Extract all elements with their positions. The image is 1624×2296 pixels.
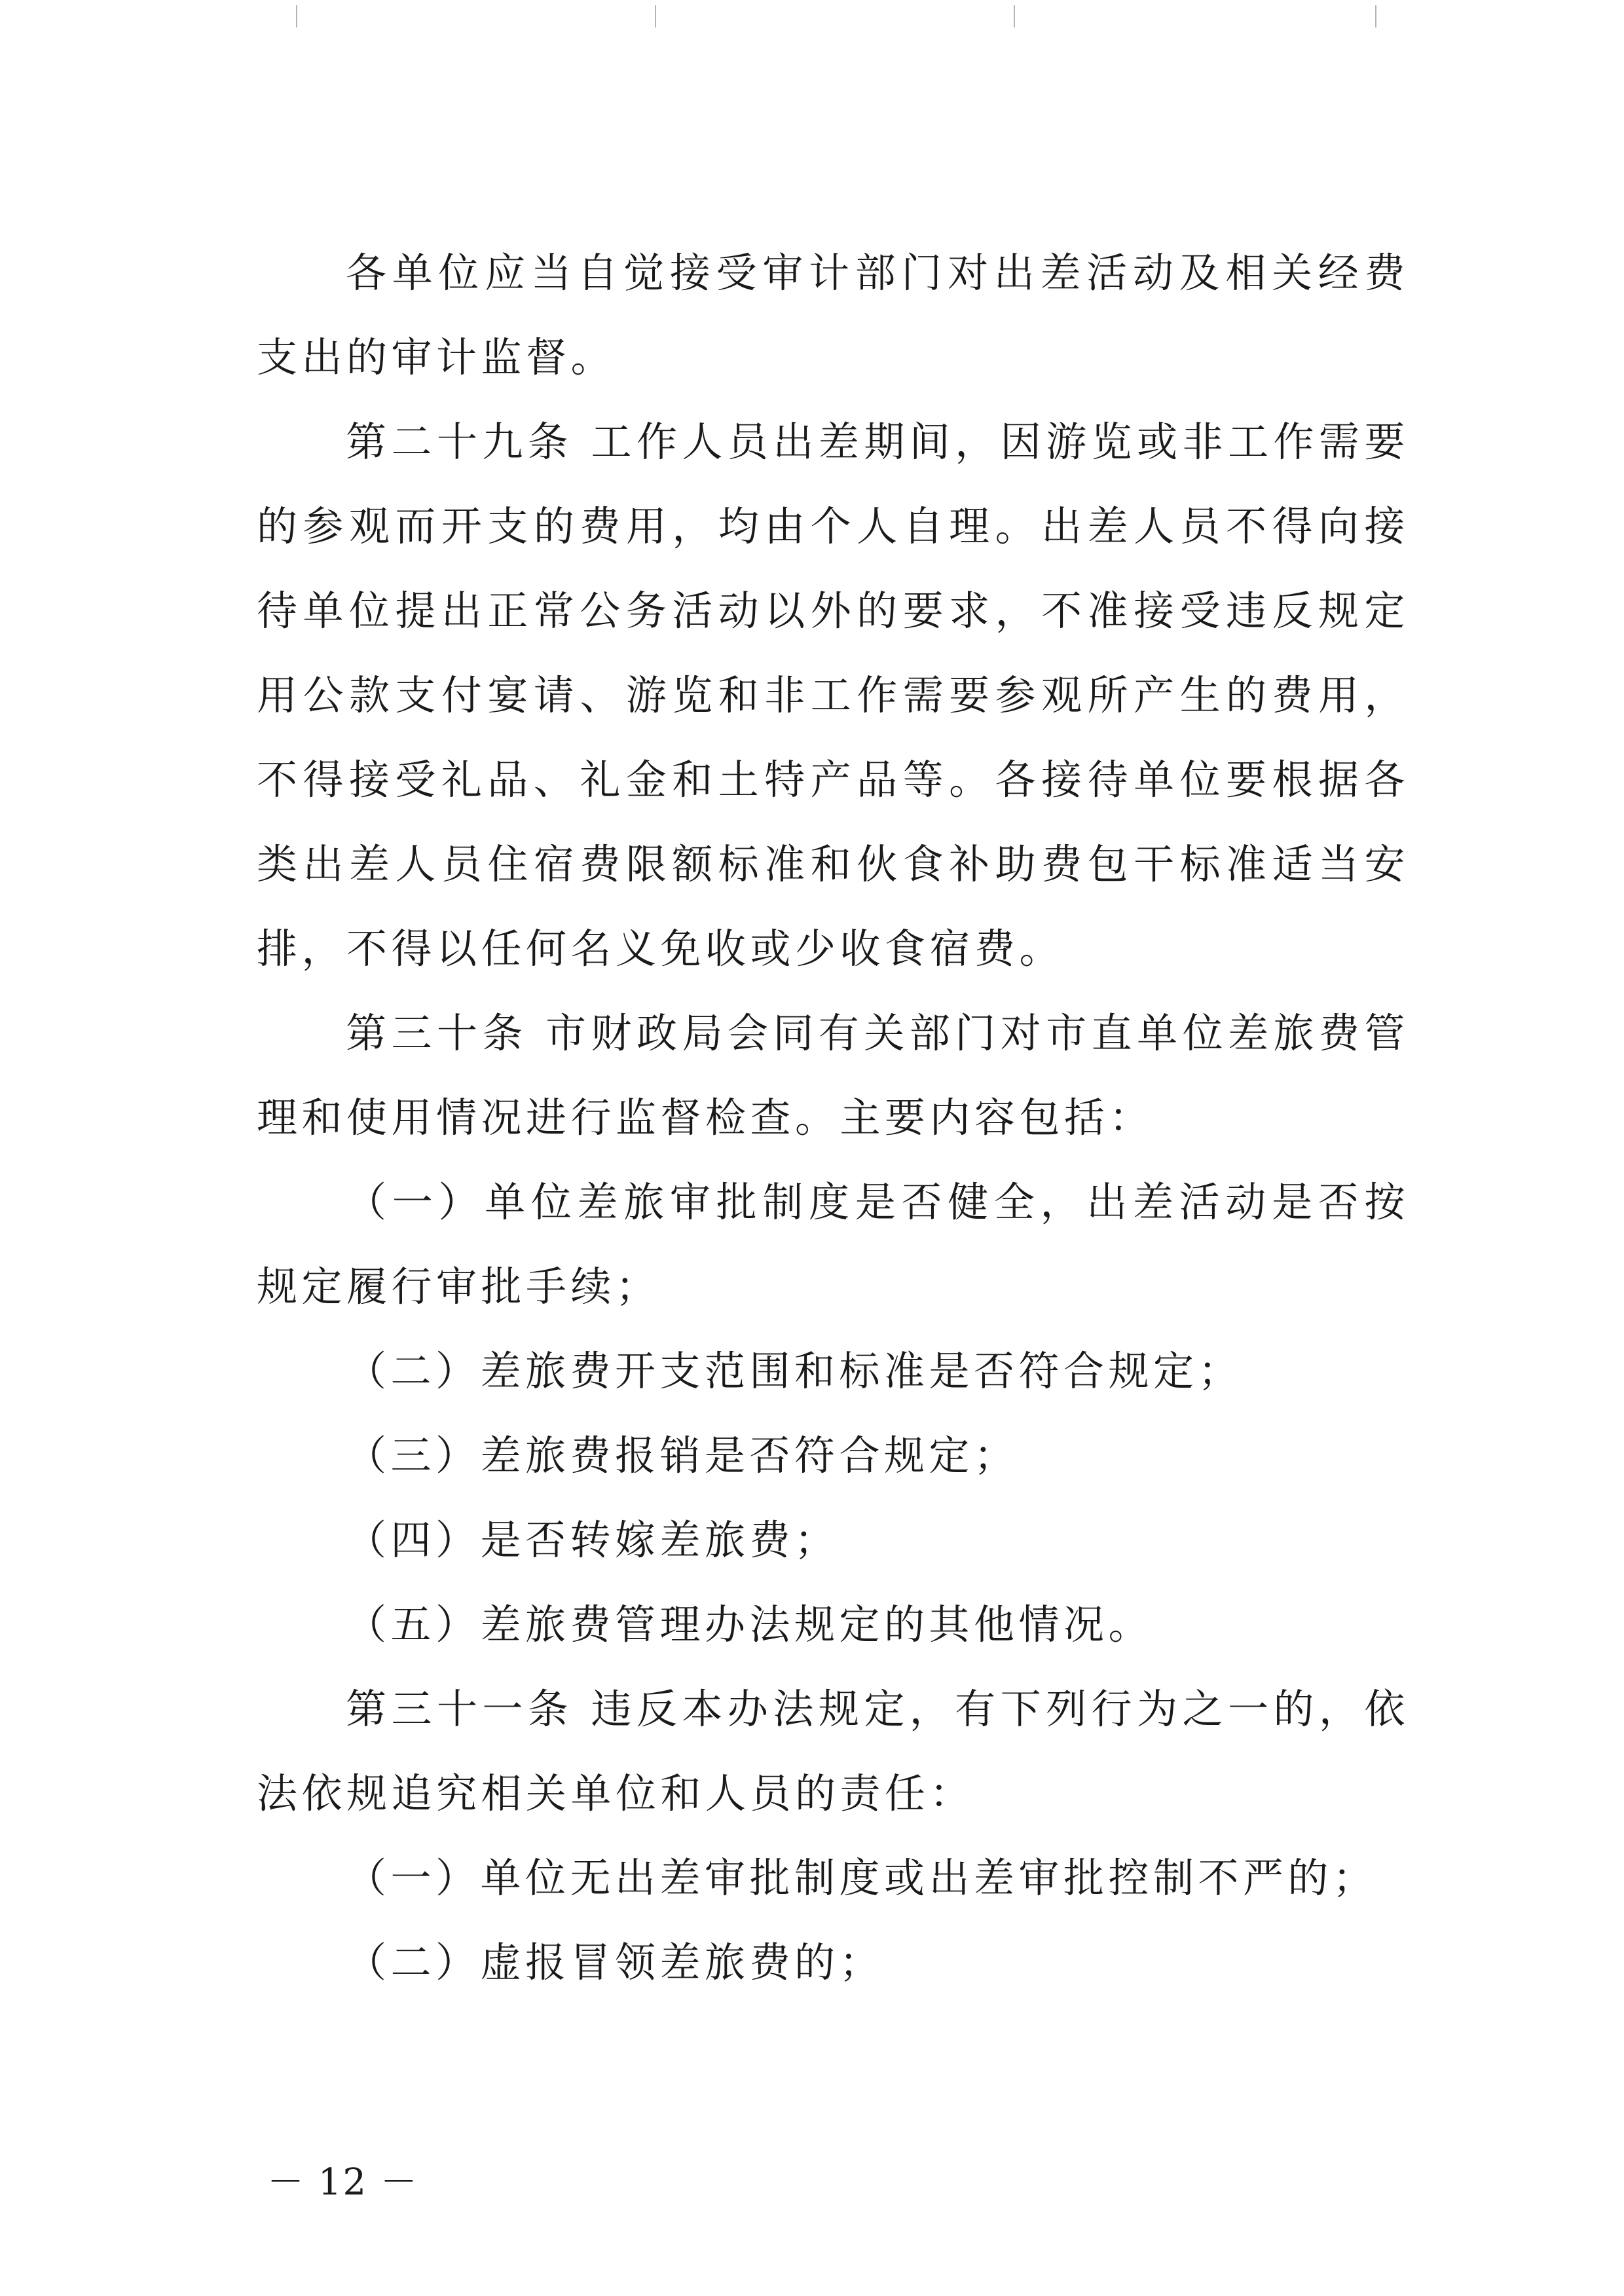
list-item-30-4: （四）是否转嫁差旅费； <box>346 1516 840 1564</box>
paragraph-audit-supervision: 各单位应当自觉接受审计部门对出差活动及相关经费支出的审计监督。 <box>257 249 1409 381</box>
list-item-30-1: （一）单位差旅审批制度是否健全，出差活动是否按规定履行审批手续； <box>257 1178 1409 1310</box>
list-item-31-1: （一）单位无出差审批制度或出差审批控制不严的； <box>346 1854 1378 1902</box>
scan-mark <box>1375 5 1376 28</box>
scan-mark <box>1014 5 1015 28</box>
page-number: － 12 － <box>267 2161 418 2204</box>
list-item-31-2: （二）虚报冒领差旅费的； <box>346 1938 885 1986</box>
scan-mark <box>296 5 297 28</box>
list-item-30-3: （三）差旅费报销是否符合规定； <box>346 1432 1019 1479</box>
paragraph-article-30: 第三十条 市财政局会同有关部门对市直单位差旅费管理和使用情况进行监督检查。主要内容包括： <box>257 1009 1409 1141</box>
paragraph-article-29: 第二十九条 工作人员出差期间，因游览或非工作需要的参观而开支的费用，均由个人自理。出差人员不得向接待单位提出正常公务活动以外的要求，不准接受违反规定用公款支付宴请、游览和非工作需要参观所产生的费用，不得接受礼品、礼金和土特产品等。各接待单位要根据各类出差人员住宿费限额标准和伙食补助费包干标准适当安排，不得以任何名义免收或少收食宿费。 <box>257 418 1409 972</box>
scan-mark <box>655 5 656 28</box>
list-item-30-5: （五）差旅费管理办法规定的其他情况。 <box>346 1601 1154 1648</box>
list-item-30-2: （二）差旅费开支范围和标准是否符合规定； <box>346 1347 1244 1395</box>
paragraph-article-31: 第三十一条 违反本办法规定，有下列行为之一的，依法依规追究相关单位和人员的责任： <box>257 1685 1409 1817</box>
